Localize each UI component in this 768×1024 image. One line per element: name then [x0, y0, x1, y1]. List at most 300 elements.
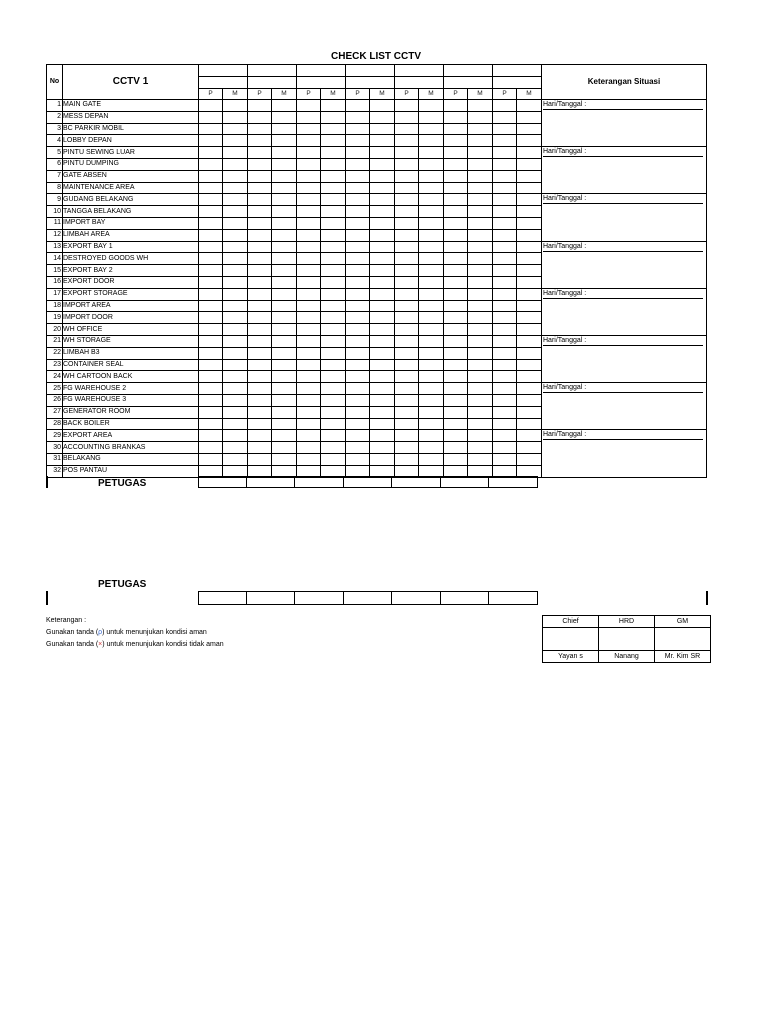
- check-cell[interactable]: [223, 300, 248, 312]
- check-cell[interactable]: [223, 383, 248, 395]
- check-cell[interactable]: [248, 418, 272, 430]
- check-cell[interactable]: [297, 406, 321, 418]
- check-cell[interactable]: [370, 383, 395, 395]
- check-cell[interactable]: [517, 383, 542, 395]
- day-header-cell[interactable]: [248, 65, 297, 77]
- check-cell[interactable]: [297, 371, 321, 383]
- check-cell[interactable]: [223, 182, 248, 194]
- check-cell[interactable]: [199, 265, 223, 277]
- check-cell[interactable]: [395, 170, 419, 182]
- check-cell[interactable]: [468, 206, 493, 218]
- check-cell[interactable]: [493, 359, 517, 371]
- check-cell[interactable]: [321, 430, 346, 442]
- petugas-cell[interactable]: [392, 476, 441, 488]
- check-cell[interactable]: [493, 241, 517, 253]
- check-cell[interactable]: [517, 312, 542, 324]
- check-cell[interactable]: [272, 288, 297, 300]
- check-cell[interactable]: [321, 324, 346, 336]
- check-cell[interactable]: [444, 359, 468, 371]
- date-header-cell[interactable]: [395, 77, 444, 89]
- check-cell[interactable]: [444, 312, 468, 324]
- check-cell[interactable]: [199, 147, 223, 159]
- check-cell[interactable]: [272, 253, 297, 265]
- check-cell[interactable]: [248, 383, 272, 395]
- check-cell[interactable]: [493, 111, 517, 123]
- check-cell[interactable]: [370, 288, 395, 300]
- check-cell[interactable]: [444, 453, 468, 465]
- check-cell[interactable]: [272, 276, 297, 288]
- check-cell[interactable]: [346, 265, 370, 277]
- check-cell[interactable]: [272, 135, 297, 147]
- check-cell[interactable]: [395, 312, 419, 324]
- check-cell[interactable]: [517, 147, 542, 159]
- check-cell[interactable]: [444, 123, 468, 135]
- check-cell[interactable]: [493, 276, 517, 288]
- check-cell[interactable]: [272, 324, 297, 336]
- check-cell[interactable]: [346, 135, 370, 147]
- check-cell[interactable]: [346, 406, 370, 418]
- check-cell[interactable]: [223, 394, 248, 406]
- check-cell[interactable]: [346, 418, 370, 430]
- check-cell[interactable]: [321, 276, 346, 288]
- check-cell[interactable]: [297, 147, 321, 159]
- check-cell[interactable]: [248, 123, 272, 135]
- check-cell[interactable]: [321, 158, 346, 170]
- check-cell[interactable]: [248, 217, 272, 229]
- check-cell[interactable]: [370, 206, 395, 218]
- check-cell[interactable]: [517, 170, 542, 182]
- check-cell[interactable]: [517, 158, 542, 170]
- check-cell[interactable]: [346, 324, 370, 336]
- date-header-cell[interactable]: [346, 77, 395, 89]
- check-cell[interactable]: [493, 229, 517, 241]
- check-cell[interactable]: [468, 371, 493, 383]
- check-cell[interactable]: [248, 147, 272, 159]
- check-cell[interactable]: [444, 288, 468, 300]
- check-cell[interactable]: [468, 170, 493, 182]
- check-cell[interactable]: [272, 206, 297, 218]
- check-cell[interactable]: [248, 453, 272, 465]
- check-cell[interactable]: [370, 194, 395, 206]
- check-cell[interactable]: [419, 170, 444, 182]
- check-cell[interactable]: [444, 182, 468, 194]
- check-cell[interactable]: [297, 276, 321, 288]
- check-cell[interactable]: [199, 111, 223, 123]
- check-cell[interactable]: [346, 383, 370, 395]
- check-cell[interactable]: [493, 147, 517, 159]
- check-cell[interactable]: [346, 194, 370, 206]
- check-cell[interactable]: [199, 241, 223, 253]
- sign-box-chief[interactable]: [543, 628, 599, 651]
- check-cell[interactable]: [493, 170, 517, 182]
- check-cell[interactable]: [517, 371, 542, 383]
- sign-box-hrd[interactable]: [599, 628, 655, 651]
- check-cell[interactable]: [223, 324, 248, 336]
- check-cell[interactable]: [199, 359, 223, 371]
- check-cell[interactable]: [395, 300, 419, 312]
- check-cell[interactable]: [248, 394, 272, 406]
- check-cell[interactable]: [419, 406, 444, 418]
- check-cell[interactable]: [517, 300, 542, 312]
- check-cell[interactable]: [272, 217, 297, 229]
- check-cell[interactable]: [517, 253, 542, 265]
- check-cell[interactable]: [321, 135, 346, 147]
- check-cell[interactable]: [493, 383, 517, 395]
- check-cell[interactable]: [395, 442, 419, 454]
- check-cell[interactable]: [370, 253, 395, 265]
- check-cell[interactable]: [297, 430, 321, 442]
- check-cell[interactable]: [321, 394, 346, 406]
- day-header-cell[interactable]: [395, 65, 444, 77]
- check-cell[interactable]: [346, 241, 370, 253]
- check-cell[interactable]: [370, 359, 395, 371]
- check-cell[interactable]: [272, 100, 297, 112]
- check-cell[interactable]: [223, 347, 248, 359]
- check-cell[interactable]: [199, 335, 223, 347]
- check-cell[interactable]: [419, 288, 444, 300]
- check-cell[interactable]: [321, 123, 346, 135]
- check-cell[interactable]: [223, 359, 248, 371]
- check-cell[interactable]: [468, 276, 493, 288]
- check-cell[interactable]: [395, 324, 419, 336]
- check-cell[interactable]: [199, 229, 223, 241]
- day-header-cell[interactable]: [199, 65, 248, 77]
- check-cell[interactable]: [199, 371, 223, 383]
- check-cell[interactable]: [321, 418, 346, 430]
- check-cell[interactable]: [419, 347, 444, 359]
- day-header-cell[interactable]: [444, 65, 493, 77]
- check-cell[interactable]: [272, 147, 297, 159]
- check-cell[interactable]: [370, 111, 395, 123]
- check-cell[interactable]: [199, 312, 223, 324]
- check-cell[interactable]: [346, 347, 370, 359]
- check-cell[interactable]: [297, 383, 321, 395]
- check-cell[interactable]: [223, 206, 248, 218]
- check-cell[interactable]: [444, 158, 468, 170]
- check-cell[interactable]: [370, 406, 395, 418]
- check-cell[interactable]: [517, 418, 542, 430]
- check-cell[interactable]: [517, 135, 542, 147]
- check-cell[interactable]: [370, 394, 395, 406]
- check-cell[interactable]: [395, 288, 419, 300]
- check-cell[interactable]: [370, 442, 395, 454]
- check-cell[interactable]: [272, 229, 297, 241]
- check-cell[interactable]: [321, 170, 346, 182]
- check-cell[interactable]: [248, 241, 272, 253]
- check-cell[interactable]: [199, 430, 223, 442]
- check-cell[interactable]: [272, 312, 297, 324]
- check-cell[interactable]: [517, 406, 542, 418]
- check-cell[interactable]: [370, 123, 395, 135]
- check-cell[interactable]: [468, 394, 493, 406]
- check-cell[interactable]: [321, 229, 346, 241]
- check-cell[interactable]: [223, 170, 248, 182]
- check-cell[interactable]: [419, 158, 444, 170]
- check-cell[interactable]: [419, 300, 444, 312]
- check-cell[interactable]: [444, 111, 468, 123]
- check-cell[interactable]: [346, 123, 370, 135]
- check-cell[interactable]: [444, 442, 468, 454]
- check-cell[interactable]: [321, 453, 346, 465]
- petugas-cell[interactable]: [198, 591, 247, 605]
- check-cell[interactable]: [419, 324, 444, 336]
- check-cell[interactable]: [199, 276, 223, 288]
- check-cell[interactable]: [395, 359, 419, 371]
- check-cell[interactable]: [468, 217, 493, 229]
- keterangan-cell[interactable]: [542, 383, 707, 430]
- check-cell[interactable]: [297, 324, 321, 336]
- check-cell[interactable]: [468, 453, 493, 465]
- check-cell[interactable]: [248, 206, 272, 218]
- check-cell[interactable]: [321, 241, 346, 253]
- check-cell[interactable]: [419, 229, 444, 241]
- check-cell[interactable]: [493, 217, 517, 229]
- check-cell[interactable]: [321, 253, 346, 265]
- check-cell[interactable]: [493, 135, 517, 147]
- check-cell[interactable]: [395, 418, 419, 430]
- check-cell[interactable]: [321, 300, 346, 312]
- check-cell[interactable]: [297, 241, 321, 253]
- check-cell[interactable]: [444, 406, 468, 418]
- check-cell[interactable]: [419, 241, 444, 253]
- check-cell[interactable]: [395, 217, 419, 229]
- check-cell[interactable]: [223, 453, 248, 465]
- check-cell[interactable]: [444, 383, 468, 395]
- check-cell[interactable]: [444, 135, 468, 147]
- check-cell[interactable]: [493, 253, 517, 265]
- check-cell[interactable]: [444, 371, 468, 383]
- check-cell[interactable]: [419, 394, 444, 406]
- check-cell[interactable]: [248, 430, 272, 442]
- check-cell[interactable]: [248, 276, 272, 288]
- check-cell[interactable]: [199, 206, 223, 218]
- check-cell[interactable]: [493, 265, 517, 277]
- check-cell[interactable]: [493, 288, 517, 300]
- check-cell[interactable]: [419, 359, 444, 371]
- check-cell[interactable]: [321, 359, 346, 371]
- check-cell[interactable]: [493, 194, 517, 206]
- check-cell[interactable]: [223, 241, 248, 253]
- check-cell[interactable]: [321, 406, 346, 418]
- check-cell[interactable]: [223, 276, 248, 288]
- check-cell[interactable]: [223, 194, 248, 206]
- check-cell[interactable]: [419, 453, 444, 465]
- check-cell[interactable]: [248, 100, 272, 112]
- check-cell[interactable]: [346, 430, 370, 442]
- check-cell[interactable]: [346, 442, 370, 454]
- check-cell[interactable]: [248, 194, 272, 206]
- check-cell[interactable]: [346, 300, 370, 312]
- check-cell[interactable]: [419, 442, 444, 454]
- check-cell[interactable]: [297, 312, 321, 324]
- check-cell[interactable]: [493, 100, 517, 112]
- check-cell[interactable]: [272, 300, 297, 312]
- check-cell[interactable]: [223, 312, 248, 324]
- check-cell[interactable]: [517, 182, 542, 194]
- check-cell[interactable]: [199, 158, 223, 170]
- check-cell[interactable]: [223, 288, 248, 300]
- check-cell[interactable]: [346, 253, 370, 265]
- check-cell[interactable]: [370, 100, 395, 112]
- check-cell[interactable]: [321, 383, 346, 395]
- check-cell[interactable]: [346, 206, 370, 218]
- check-cell[interactable]: [444, 229, 468, 241]
- check-cell[interactable]: [248, 288, 272, 300]
- check-cell[interactable]: [346, 158, 370, 170]
- check-cell[interactable]: [346, 276, 370, 288]
- check-cell[interactable]: [468, 430, 493, 442]
- check-cell[interactable]: [468, 347, 493, 359]
- sign-box-gm[interactable]: [655, 628, 711, 651]
- check-cell[interactable]: [346, 335, 370, 347]
- date-header-cell[interactable]: [297, 77, 346, 89]
- check-cell[interactable]: [223, 123, 248, 135]
- check-cell[interactable]: [199, 135, 223, 147]
- check-cell[interactable]: [493, 123, 517, 135]
- check-cell[interactable]: [419, 418, 444, 430]
- check-cell[interactable]: [199, 442, 223, 454]
- check-cell[interactable]: [370, 312, 395, 324]
- check-cell[interactable]: [493, 300, 517, 312]
- date-header-cell[interactable]: [199, 77, 248, 89]
- check-cell[interactable]: [468, 312, 493, 324]
- check-cell[interactable]: [493, 453, 517, 465]
- check-cell[interactable]: [444, 241, 468, 253]
- check-cell[interactable]: [199, 182, 223, 194]
- check-cell[interactable]: [468, 442, 493, 454]
- check-cell[interactable]: [297, 288, 321, 300]
- check-cell[interactable]: [395, 229, 419, 241]
- check-cell[interactable]: [395, 123, 419, 135]
- check-cell[interactable]: [223, 265, 248, 277]
- check-cell[interactable]: [297, 418, 321, 430]
- check-cell[interactable]: [419, 371, 444, 383]
- check-cell[interactable]: [419, 276, 444, 288]
- check-cell[interactable]: [395, 406, 419, 418]
- check-cell[interactable]: [297, 300, 321, 312]
- check-cell[interactable]: [444, 170, 468, 182]
- check-cell[interactable]: [517, 229, 542, 241]
- check-cell[interactable]: [419, 335, 444, 347]
- check-cell[interactable]: [199, 100, 223, 112]
- check-cell[interactable]: [370, 182, 395, 194]
- check-cell[interactable]: [248, 371, 272, 383]
- check-cell[interactable]: [272, 406, 297, 418]
- check-cell[interactable]: [444, 265, 468, 277]
- check-cell[interactable]: [248, 158, 272, 170]
- check-cell[interactable]: [199, 300, 223, 312]
- check-cell[interactable]: [419, 312, 444, 324]
- check-cell[interactable]: [493, 418, 517, 430]
- check-cell[interactable]: [517, 394, 542, 406]
- check-cell[interactable]: [468, 324, 493, 336]
- check-cell[interactable]: [517, 123, 542, 135]
- check-cell[interactable]: [248, 406, 272, 418]
- check-cell[interactable]: [444, 394, 468, 406]
- check-cell[interactable]: [321, 100, 346, 112]
- petugas-cell[interactable]: [441, 476, 490, 488]
- check-cell[interactable]: [272, 182, 297, 194]
- check-cell[interactable]: [517, 265, 542, 277]
- check-cell[interactable]: [248, 442, 272, 454]
- check-cell[interactable]: [223, 217, 248, 229]
- check-cell[interactable]: [346, 371, 370, 383]
- check-cell[interactable]: [223, 418, 248, 430]
- check-cell[interactable]: [346, 100, 370, 112]
- check-cell[interactable]: [517, 359, 542, 371]
- check-cell[interactable]: [248, 135, 272, 147]
- check-cell[interactable]: [272, 418, 297, 430]
- check-cell[interactable]: [199, 324, 223, 336]
- check-cell[interactable]: [297, 442, 321, 454]
- check-cell[interactable]: [223, 253, 248, 265]
- check-cell[interactable]: [370, 170, 395, 182]
- check-cell[interactable]: [248, 335, 272, 347]
- check-cell[interactable]: [321, 442, 346, 454]
- check-cell[interactable]: [517, 430, 542, 442]
- check-cell[interactable]: [517, 241, 542, 253]
- check-cell[interactable]: [395, 276, 419, 288]
- check-cell[interactable]: [444, 347, 468, 359]
- petugas-cell[interactable]: [489, 476, 538, 488]
- keterangan-cell[interactable]: [542, 288, 707, 335]
- check-cell[interactable]: [419, 182, 444, 194]
- check-cell[interactable]: [444, 100, 468, 112]
- petugas-cell[interactable]: [198, 476, 247, 488]
- check-cell[interactable]: [346, 217, 370, 229]
- check-cell[interactable]: [444, 430, 468, 442]
- check-cell[interactable]: [346, 229, 370, 241]
- check-cell[interactable]: [517, 324, 542, 336]
- check-cell[interactable]: [223, 100, 248, 112]
- check-cell[interactable]: [321, 347, 346, 359]
- check-cell[interactable]: [444, 335, 468, 347]
- check-cell[interactable]: [248, 229, 272, 241]
- check-cell[interactable]: [321, 265, 346, 277]
- check-cell[interactable]: [199, 288, 223, 300]
- check-cell[interactable]: [370, 147, 395, 159]
- check-cell[interactable]: [321, 371, 346, 383]
- check-cell[interactable]: [297, 217, 321, 229]
- check-cell[interactable]: [493, 394, 517, 406]
- check-cell[interactable]: [493, 371, 517, 383]
- check-cell[interactable]: [346, 394, 370, 406]
- check-cell[interactable]: [517, 453, 542, 465]
- check-cell[interactable]: [517, 206, 542, 218]
- check-cell[interactable]: [321, 147, 346, 159]
- check-cell[interactable]: [346, 182, 370, 194]
- check-cell[interactable]: [493, 442, 517, 454]
- date-header-cell[interactable]: [493, 77, 542, 89]
- check-cell[interactable]: [346, 359, 370, 371]
- check-cell[interactable]: [468, 253, 493, 265]
- check-cell[interactable]: [444, 418, 468, 430]
- keterangan-cell[interactable]: [542, 335, 707, 382]
- check-cell[interactable]: [444, 300, 468, 312]
- check-cell[interactable]: [248, 265, 272, 277]
- check-cell[interactable]: [395, 241, 419, 253]
- check-cell[interactable]: [395, 135, 419, 147]
- check-cell[interactable]: [272, 265, 297, 277]
- check-cell[interactable]: [223, 135, 248, 147]
- check-cell[interactable]: [468, 241, 493, 253]
- day-header-cell[interactable]: [297, 65, 346, 77]
- check-cell[interactable]: [297, 100, 321, 112]
- check-cell[interactable]: [419, 253, 444, 265]
- check-cell[interactable]: [199, 194, 223, 206]
- check-cell[interactable]: [370, 217, 395, 229]
- check-cell[interactable]: [199, 383, 223, 395]
